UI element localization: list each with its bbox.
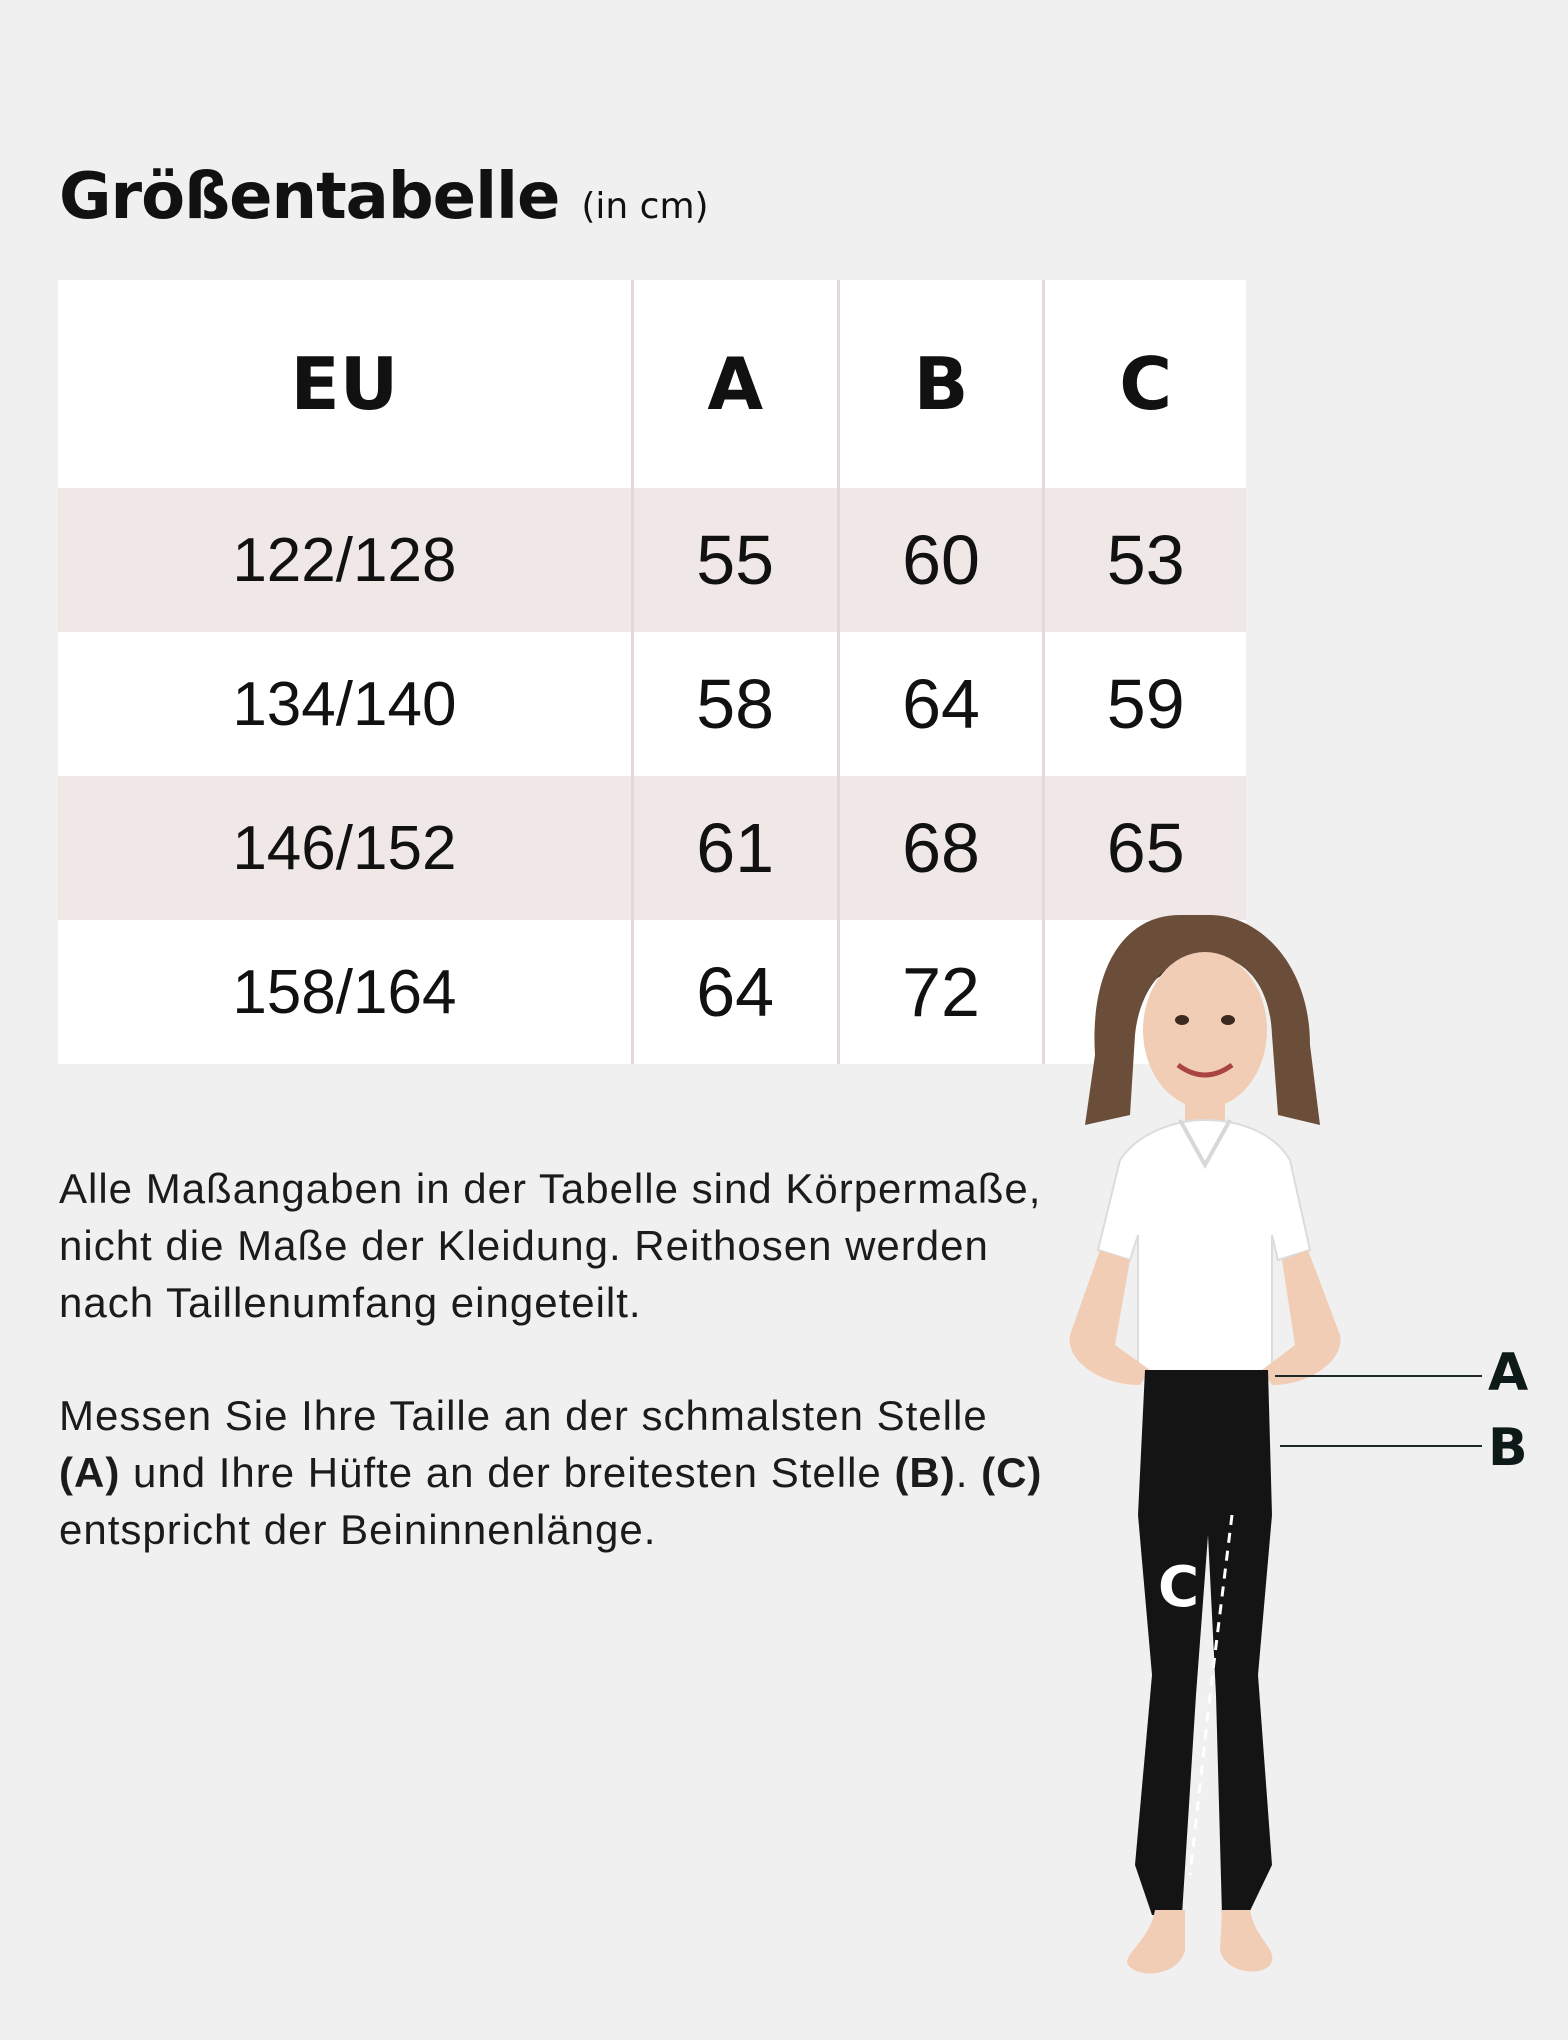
cell-size: 134/140 [232,669,457,739]
cell-a: 64 [632,920,838,1064]
cell-size: 158/164 [232,957,457,1027]
notes-text: Messen Sie Ihre Taille an der schmalsten Stelle [59,1392,988,1439]
cell-a: 58 [632,632,838,776]
cell-a: 55 [632,488,838,632]
notes-text: entspricht der Beininnenlänge. [59,1506,657,1553]
cell-b: 68 [838,776,1044,920]
column-header-eu: EU [290,342,399,426]
page-title: Größentabelle [59,160,560,234]
cell-b: 72 [838,920,1044,1064]
unit-note: (in cm) [581,186,709,227]
label-a: (A) [59,1449,121,1496]
table-row [58,488,1246,632]
right-arm [1262,1250,1340,1385]
cell-a: 61 [632,776,838,920]
page-title-row [59,160,709,234]
right-foot [1220,1910,1272,1972]
measurement-notes [59,1160,1059,1614]
column-header-a: A [632,280,838,488]
notes-text: . [955,1449,982,1496]
column-header-b: B [838,280,1044,488]
marker-c-label: C [1158,1555,1200,1620]
shirt [1098,1120,1310,1375]
pants [1135,1370,1272,1915]
table-row [58,632,1246,776]
left-foot [1127,1910,1185,1973]
cell-c: 53 [1044,488,1246,632]
label-b: (B) [894,1449,956,1496]
cell-b: 64 [838,632,1044,776]
cell-c: 65 [1044,776,1246,920]
child-measurement-figure [1010,915,1568,2040]
column-header-c: C [1044,280,1246,488]
notes-paragraph-2 [59,1387,1059,1558]
cell-c: 59 [1044,632,1246,776]
notes-paragraph-1: Alle Maßangaben in der Tabelle sind Körpermaße, nicht die Maße der Kleidung. Reithosen werden nach Taillenumfang eingeteilt. [59,1165,1042,1326]
cell-b: 60 [838,488,1044,632]
marker-a-label: A [1488,1343,1529,1403]
cell-size: 122/128 [232,525,457,595]
table-header-row [58,280,1246,488]
face [1143,952,1267,1108]
marker-b-label: B [1488,1418,1528,1478]
cell-size: 146/152 [232,813,457,883]
notes-text: und Ihre Hüfte an der breitesten Stelle [120,1449,895,1496]
label-c: (C) [981,1449,1043,1496]
child-illustration [1010,915,1568,2040]
table-row [58,776,1246,920]
